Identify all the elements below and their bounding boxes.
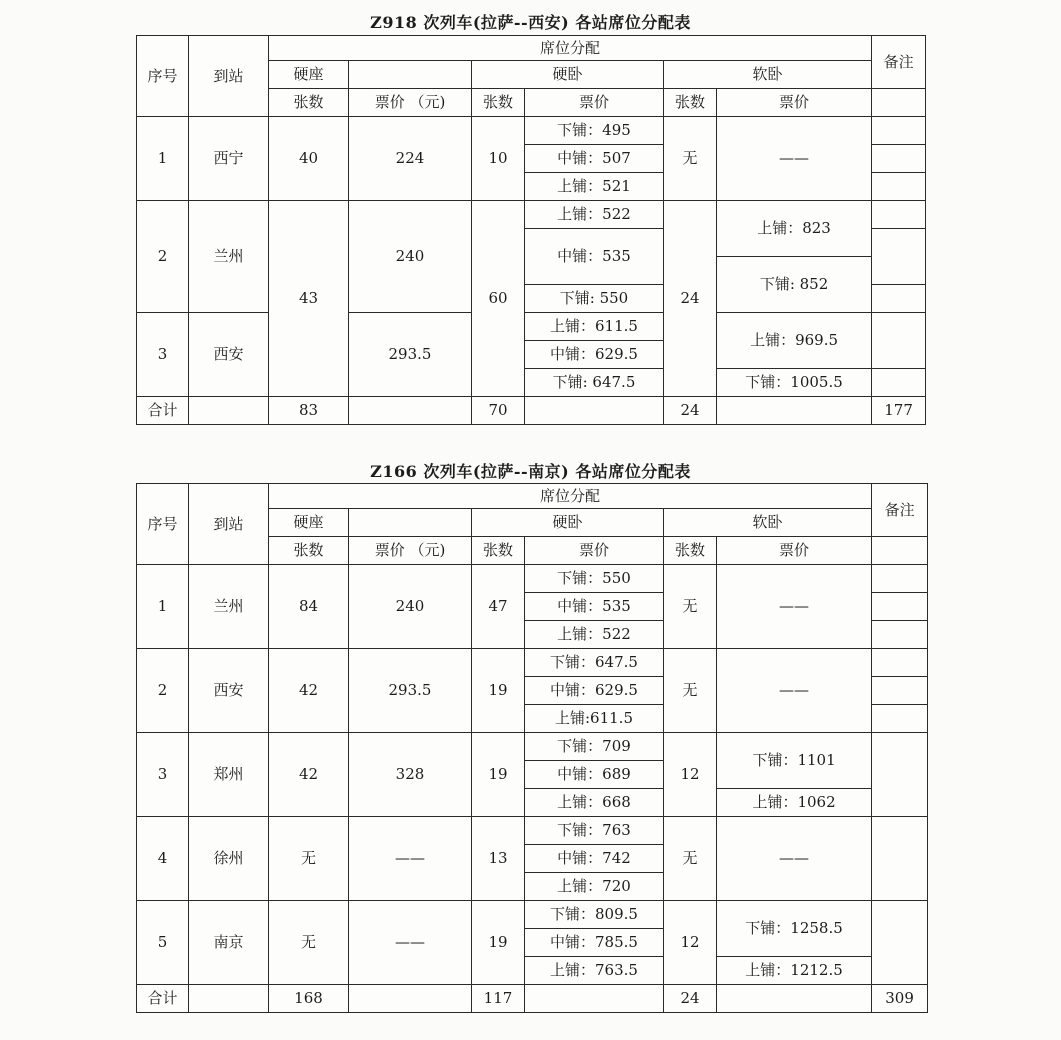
- total-soft-sleeper: 24: [664, 985, 717, 1013]
- remark-cell: [872, 649, 928, 677]
- hard-seat-count: 无: [269, 901, 349, 985]
- header-count: 张数: [664, 89, 717, 117]
- header-seq: 序号: [137, 484, 189, 565]
- row-seq: 2: [137, 201, 189, 313]
- soft-sleeper-price: 上铺：823: [717, 201, 872, 257]
- remark-cell: [872, 369, 926, 397]
- table1-title: Z918 次列车(拉萨--西安) 各站席位分配表: [370, 13, 691, 32]
- hard-sleeper-price: 下铺：763: [525, 817, 664, 845]
- hard-sleeper-price: 中铺：689: [525, 761, 664, 789]
- remark-cell: [872, 285, 926, 313]
- hard-sleeper-price: 上铺：763.5: [525, 957, 664, 985]
- row-seq: 4: [137, 817, 189, 901]
- soft-sleeper-count: 无: [664, 565, 717, 649]
- soft-sleeper-price: 下铺：1005.5: [717, 369, 872, 397]
- hard-sleeper-count: 19: [472, 901, 525, 985]
- header-blank: [349, 509, 472, 537]
- total-hard-seat: 168: [269, 985, 349, 1013]
- hard-sleeper-price: 中铺：629.5: [525, 341, 664, 369]
- row-station: 兰州: [189, 201, 269, 313]
- total-label: 合计: [137, 985, 189, 1013]
- row-seq: 1: [137, 117, 189, 201]
- header-count: 张数: [269, 537, 349, 565]
- header-count: 张数: [664, 537, 717, 565]
- hard-sleeper-price: 中铺：785.5: [525, 929, 664, 957]
- hard-sleeper-count: 10: [472, 117, 525, 201]
- hard-sleeper-price: 上铺：668: [525, 789, 664, 817]
- header-count: 张数: [472, 89, 525, 117]
- hard-sleeper-count: 47: [472, 565, 525, 649]
- header-price-yuan: 票价 （元): [349, 89, 472, 117]
- total-remark: 309: [872, 985, 928, 1013]
- soft-sleeper-price: 下铺：1258.5: [717, 901, 872, 957]
- header-station: 到站: [189, 484, 269, 565]
- total-hard-seat: 83: [269, 397, 349, 425]
- remark-cell: [872, 901, 928, 985]
- hard-seat-price: 293.5: [349, 649, 472, 733]
- hard-seat-count: 84: [269, 565, 349, 649]
- row-seq: 3: [137, 733, 189, 817]
- total-blank: [717, 397, 872, 425]
- hard-sleeper-price: 下铺: 647.5: [525, 369, 664, 397]
- remark-cell: [872, 229, 926, 285]
- header-blank: [349, 61, 472, 89]
- total-blank: [189, 985, 269, 1013]
- soft-sleeper-count: 12: [664, 733, 717, 817]
- hard-sleeper-price: 中铺：535: [525, 593, 664, 621]
- row-station: 西宁: [189, 117, 269, 201]
- hard-seat-price: 240: [349, 201, 472, 313]
- remark-cell: [872, 733, 928, 817]
- row-station: 兰州: [189, 565, 269, 649]
- hard-seat-price: 240: [349, 565, 472, 649]
- hard-seat-price: ——: [349, 817, 472, 901]
- header-hard-sleeper: 硬卧: [472, 61, 664, 89]
- header-seat-alloc: 席位分配: [269, 484, 872, 509]
- total-label: 合计: [137, 397, 189, 425]
- remark-cell: [872, 145, 926, 173]
- table2-title: Z166 次列车(拉萨--南京) 各站席位分配表: [370, 462, 691, 481]
- hard-sleeper-price: 上铺：720: [525, 873, 664, 901]
- remark-cell: [872, 705, 928, 733]
- soft-sleeper-price: 上铺：1212.5: [717, 957, 872, 985]
- remark-cell: [872, 201, 926, 229]
- hard-sleeper-price: 下铺：809.5: [525, 901, 664, 929]
- hard-sleeper-price: 下铺：709: [525, 733, 664, 761]
- remark-cell: [872, 313, 926, 369]
- soft-sleeper-price: 上铺：1062: [717, 789, 872, 817]
- row-station: 西安: [189, 649, 269, 733]
- soft-sleeper-price: ——: [717, 565, 872, 649]
- remark-cell: [872, 565, 928, 593]
- remark-cell: [872, 537, 928, 565]
- soft-sleeper-count: 24: [664, 201, 717, 397]
- soft-sleeper-count: 12: [664, 901, 717, 985]
- total-blank: [349, 985, 472, 1013]
- soft-sleeper-count: 无: [664, 117, 717, 201]
- seat-allocation-table-z918: [136, 35, 926, 425]
- row-station: 西安: [189, 313, 269, 397]
- header-soft-sleeper: 软卧: [664, 61, 872, 89]
- soft-sleeper-count: 无: [664, 649, 717, 733]
- hard-sleeper-price: 上铺：522: [525, 201, 664, 229]
- hard-seat-price: 328: [349, 733, 472, 817]
- header-count: 张数: [472, 537, 525, 565]
- hard-sleeper-price: 上铺：521: [525, 173, 664, 201]
- remark-cell: [872, 621, 928, 649]
- hard-sleeper-count: 60: [472, 201, 525, 397]
- remark-cell: [872, 817, 928, 901]
- row-station: 徐州: [189, 817, 269, 901]
- total-blank: [349, 397, 472, 425]
- soft-sleeper-count: 无: [664, 817, 717, 901]
- hard-sleeper-price: 上铺:611.5: [525, 705, 664, 733]
- remark-cell: [872, 593, 928, 621]
- row-seq: 2: [137, 649, 189, 733]
- header-price-yuan: 票价 （元): [349, 537, 472, 565]
- header-station: 到站: [189, 36, 269, 117]
- soft-sleeper-price: 上铺：969.5: [717, 313, 872, 369]
- header-seat-alloc: 席位分配: [269, 36, 872, 61]
- hard-seat-count: 40: [269, 117, 349, 201]
- hard-seat-count: 42: [269, 649, 349, 733]
- remark-cell: [872, 677, 928, 705]
- header-soft-sleeper: 软卧: [664, 509, 872, 537]
- header-count: 张数: [269, 89, 349, 117]
- hard-seat-price: 224: [349, 117, 472, 201]
- hard-sleeper-price: 下铺：550: [525, 565, 664, 593]
- header-price: 票价: [717, 89, 872, 117]
- header-seq: 序号: [137, 36, 189, 117]
- soft-sleeper-price: ——: [717, 817, 872, 901]
- hard-seat-price: ——: [349, 901, 472, 985]
- hard-sleeper-count: 19: [472, 649, 525, 733]
- header-remark: 备注: [872, 484, 928, 537]
- hard-sleeper-count: 19: [472, 733, 525, 817]
- hard-sleeper-price: 中铺：507: [525, 145, 664, 173]
- hard-seat-price: 293.5: [349, 313, 472, 397]
- seat-allocation-table-z166: [136, 483, 928, 1013]
- remark-cell: [872, 173, 926, 201]
- header-hard-seat: 硬座: [269, 509, 349, 537]
- row-station: 南京: [189, 901, 269, 985]
- total-remark: 177: [872, 397, 926, 425]
- total-hard-sleeper: 70: [472, 397, 525, 425]
- total-blank: [525, 985, 664, 1013]
- hard-sleeper-price: 中铺：535: [525, 229, 664, 285]
- soft-sleeper-price: 下铺：1101: [717, 733, 872, 789]
- hard-sleeper-price: 中铺：742: [525, 845, 664, 873]
- total-blank: [525, 397, 664, 425]
- soft-sleeper-price: 下铺: 852: [717, 257, 872, 313]
- hard-sleeper-price: 下铺: 550: [525, 285, 664, 313]
- hard-sleeper-price: 上铺：611.5: [525, 313, 664, 341]
- hard-sleeper-count: 13: [472, 817, 525, 901]
- total-hard-sleeper: 117: [472, 985, 525, 1013]
- hard-sleeper-price: 中铺：629.5: [525, 677, 664, 705]
- hard-seat-count: 无: [269, 817, 349, 901]
- header-hard-sleeper: 硬卧: [472, 509, 664, 537]
- total-soft-sleeper: 24: [664, 397, 717, 425]
- row-seq: 1: [137, 565, 189, 649]
- hard-sleeper-price: 下铺：495: [525, 117, 664, 145]
- row-station: 郑州: [189, 733, 269, 817]
- row-seq: 3: [137, 313, 189, 397]
- hard-sleeper-price: 下铺：647.5: [525, 649, 664, 677]
- hard-seat-count: 43: [269, 201, 349, 397]
- header-price: 票价: [717, 537, 872, 565]
- header-price: 票价: [525, 537, 664, 565]
- soft-sleeper-price: ——: [717, 117, 872, 201]
- soft-sleeper-price: ——: [717, 649, 872, 733]
- header-hard-seat: 硬座: [269, 61, 349, 89]
- row-seq: 5: [137, 901, 189, 985]
- header-remark: 备注: [872, 36, 926, 89]
- hard-seat-count: 42: [269, 733, 349, 817]
- remark-cell: [872, 117, 926, 145]
- hard-sleeper-price: 上铺：522: [525, 621, 664, 649]
- remark-cell: [872, 89, 926, 117]
- total-blank: [717, 985, 872, 1013]
- header-price: 票价: [525, 89, 664, 117]
- total-blank: [189, 397, 269, 425]
